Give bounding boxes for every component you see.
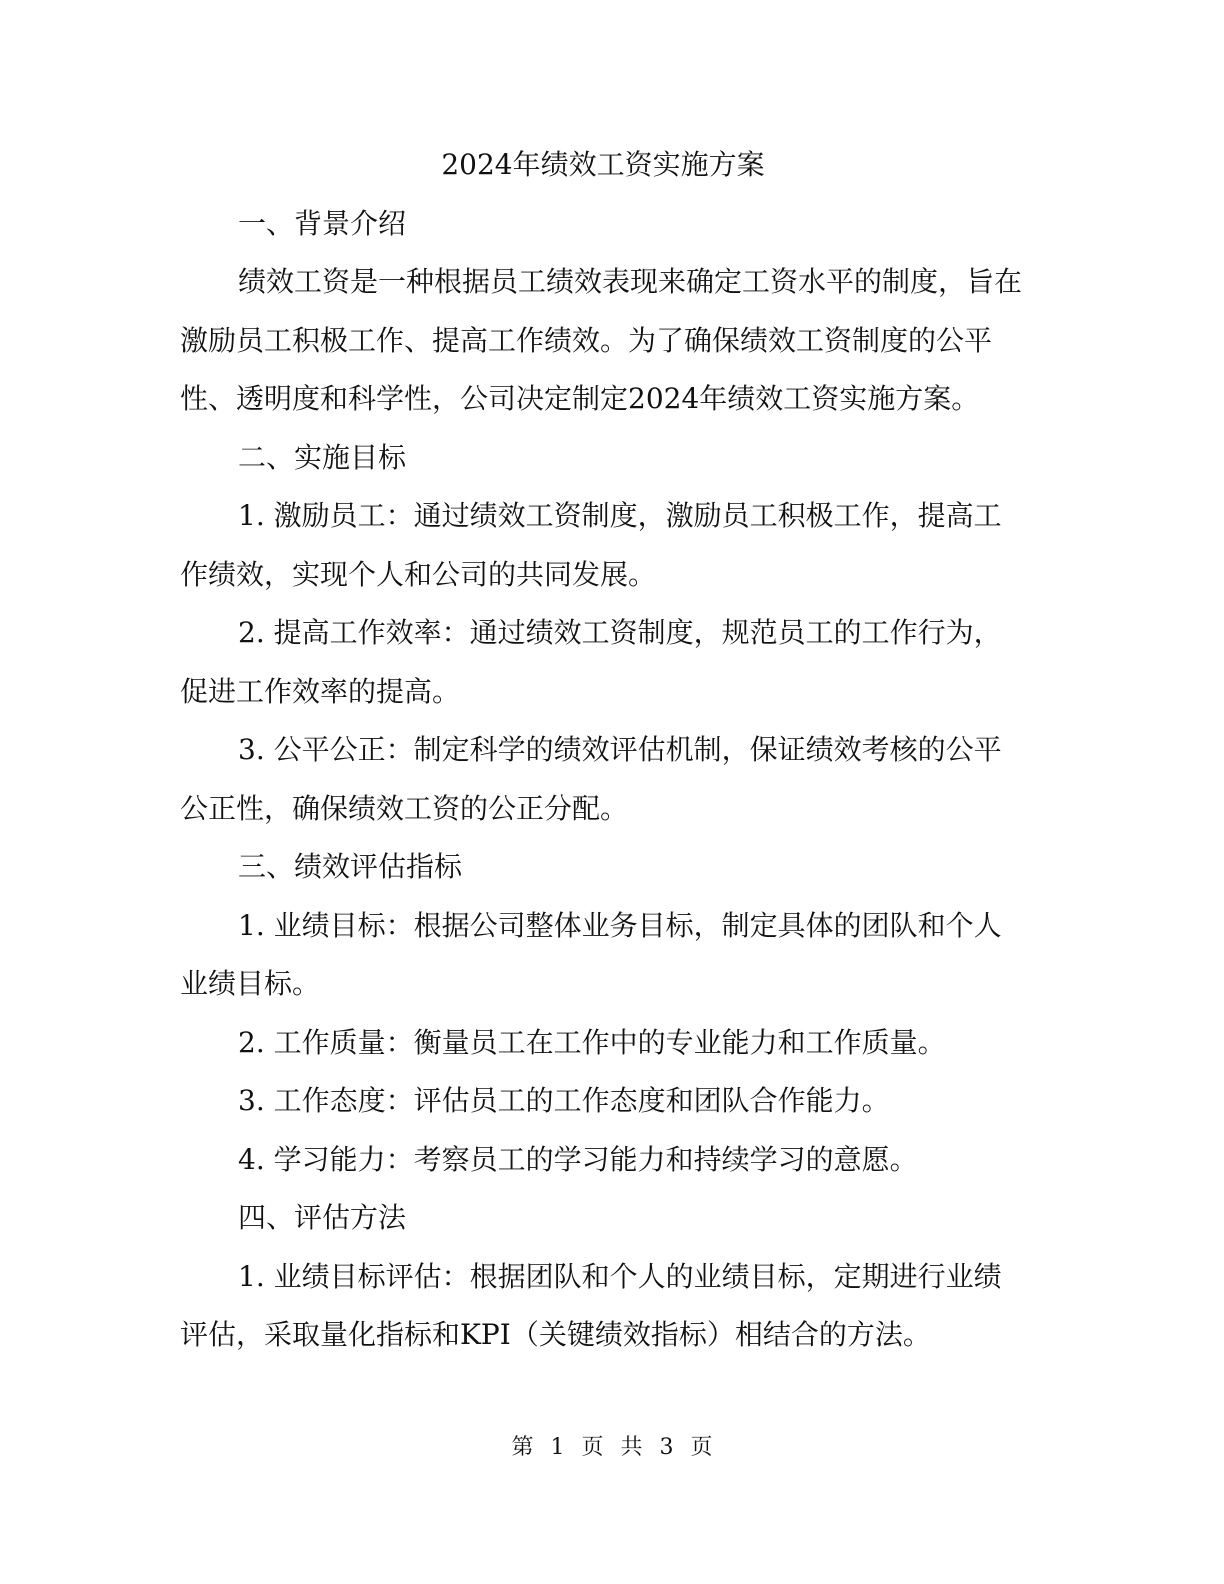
list-item: 3. 公平公正：制定科学的绩效评估机制，保证绩效考核的公平公正性，确保绩效工资的公正分配。 (180, 733, 1002, 825)
document-title: 2024年绩效工资实施方案 (441, 148, 765, 181)
list-item: 1. 激励员工：通过绩效工资制度，激励员工积极工作，提高工作绩效，实现个人和公司的共同发展。 (180, 499, 1002, 591)
body-paragraph: 绩效工资是一种根据员工绩效表现来确定工资水平的制度，旨在激励员工积极工作、提高工作绩效。为了确保绩效工资制度的公平性、透明度和科学性，公司决定制定2024年绩效工资实施方案。 (180, 265, 1023, 415)
list-item: 1. 业绩目标：根据公司整体业务目标，制定具体的团队和个人业绩目标。 (180, 908, 1002, 1000)
page-footer: 第 1 页 共 3 页 (511, 1435, 713, 1460)
section-heading: 一、背景介绍 (238, 206, 407, 240)
section-heading: 二、实施目标 (238, 440, 407, 474)
list-item: 2. 提高工作效率：通过绩效工资制度，规范员工的工作行为，促进工作效率的提高。 (180, 616, 1002, 708)
list-item: 2. 工作质量：衡量员工在工作中的专业能力和工作质量。 (238, 1025, 946, 1059)
section-heading: 四、评估方法 (238, 1201, 407, 1234)
list-item: 3. 工作态度：评估员工的工作态度和团队合作能力。 (238, 1084, 890, 1117)
list-item: 1. 业绩目标评估：根据团队和个人的业绩目标，定期进行业绩评估，采取量化指标和KPI（关键绩效指标）相结合的方法。 (180, 1259, 1002, 1351)
section-heading: 三、绩效评估指标 (238, 850, 463, 883)
list-item: 4. 学习能力：考察员工的学习能力和持续学习的意愿。 (238, 1142, 918, 1176)
